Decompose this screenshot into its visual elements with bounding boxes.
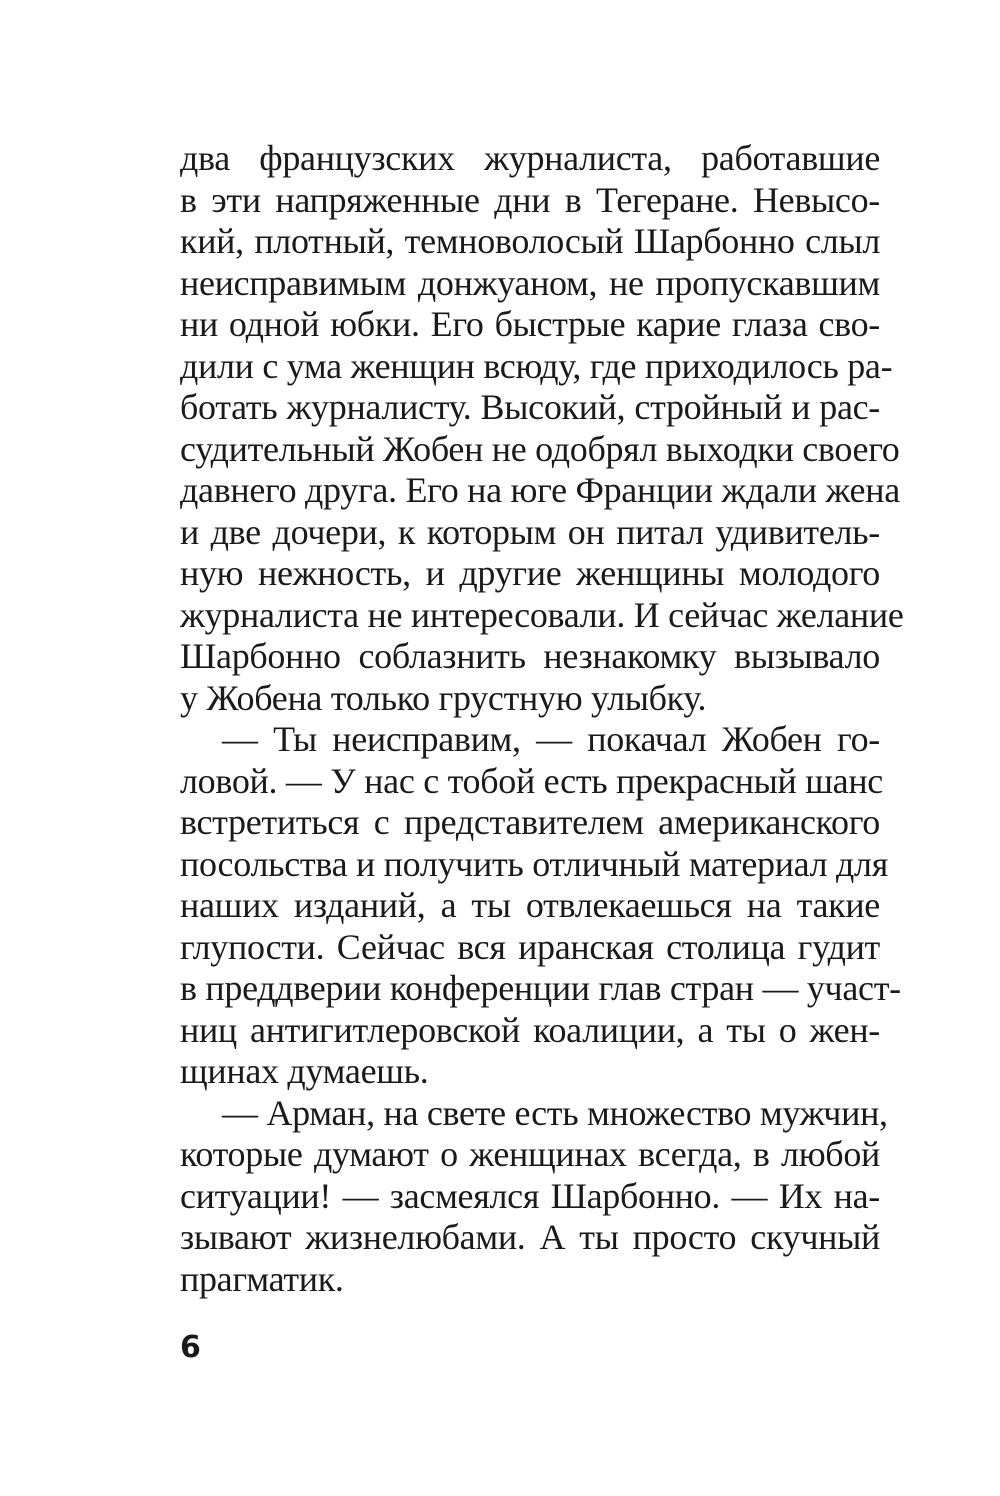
- text-line: в преддверии конференции глав стран — участ-: [180, 968, 901, 1008]
- text-line: у Жобена только грустную улыбку.: [180, 677, 707, 718]
- text-line: давнего друга. Его на юге Франции ждали жена: [180, 470, 900, 510]
- text-line: ниц антигитлеровской коалиции, а ты о жен-: [180, 1009, 880, 1050]
- text-line: зывают жизнелюбами. А ты просто скучный: [180, 1217, 880, 1257]
- text-line: в эти напряженные дни в Тегеране. Невысо-: [180, 179, 880, 220]
- text-line: ную нежность, и другие женщины молодого: [180, 553, 880, 593]
- text-line: и две дочери, к которым он питал удивитель-: [180, 511, 880, 552]
- text-line: наших изданий, а ты отвлекаешься на такие: [180, 885, 880, 925]
- text-line: встретиться с представителем американского: [180, 802, 880, 842]
- text-line: глупости. Сейчас вся иранская столица гудит: [180, 926, 880, 967]
- text-line: ботать журналисту. Высокий, стройный и рас-: [180, 387, 880, 427]
- text-line: Шарбонно соблазнить незнакомку вызывало: [180, 636, 880, 676]
- text-line: два французских журналиста, работавшие: [180, 138, 880, 178]
- text-line: ни одной юбки. Его быстрые карие глаза сво-: [180, 304, 880, 344]
- text-line: дили с ума женщин всюду, где приходилось ра-: [180, 345, 893, 386]
- text-line: неисправимым донжуаном, не пропускавшим: [180, 262, 880, 303]
- text-line: — Ты неисправим, — покачал Жобен го-: [222, 719, 880, 759]
- text-line: ситуации! — засмеялся Шарбонно. — Их на-: [180, 1175, 880, 1216]
- text-line: щинах думаешь.: [180, 1051, 429, 1091]
- text-line: ловой. — У нас с тобой есть прекрасный шанс: [180, 760, 883, 801]
- text-line: кий, плотный, темноволосый Шарбонно слыл: [180, 221, 880, 261]
- text-line: прагматик.: [180, 1258, 344, 1299]
- text-line: судительный Жобен не одобрял выходки своего: [180, 428, 900, 469]
- body-text: [180, 138, 904, 1300]
- text-line: — Арман, на свете есть множество мужчин,: [222, 1092, 888, 1133]
- text-line: посольства и получить отличный материал для: [180, 843, 888, 884]
- text-line: журналиста не интересовали. И сейчас желание: [180, 594, 904, 635]
- page-number: 6: [180, 1330, 201, 1365]
- text-line: которые думают о женщинах всегда, в любой: [180, 1134, 880, 1174]
